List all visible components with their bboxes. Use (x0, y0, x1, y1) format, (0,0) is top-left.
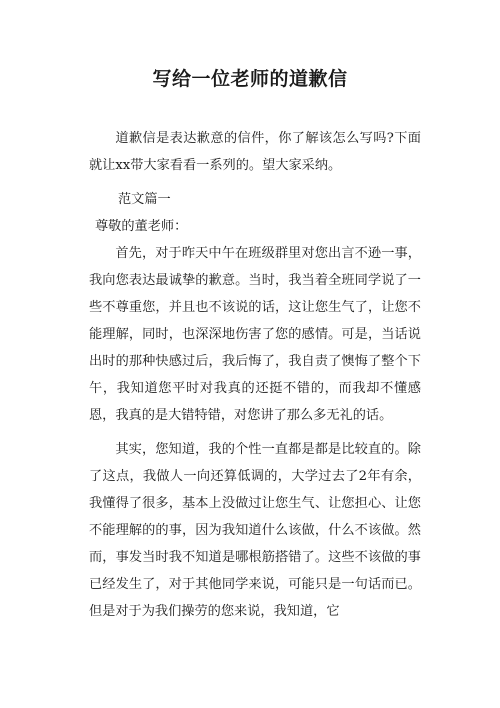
intro-paragraph: 道歉信是表达歉意的信件，你了解该怎么写吗?下面就让xx带大家看看一系列的。望大家采纳。 (89, 131, 421, 173)
section-heading: 范文篇一 (118, 192, 171, 207)
salutation: 尊敬的董老师： (95, 219, 188, 234)
document-body (89, 125, 421, 625)
document-title: 写给一位老师的道歉信 (152, 68, 348, 90)
body-paragraph-2: 其实，您知道，我的个性一直都是都是比较直的。除了这点，我做人一向还算低调的，大学过去了2年有余，我懂得了很多，基本上没做过让您生气、让您担心、让您不能理解的的事，因为我知道什么该做，什么不该做。然而，事发当时我不知道是哪根筋搭错了。这些不该做的事已经发生了，对于其他同学来说，可能只是一句话而已。但是对于为我们操劳的您来说，我知道，它 (89, 442, 421, 619)
body-paragraph-1: 首先，对于昨天中午在班级群里对您出言不逊一事，我向您表达最诚挚的歉意。当时，我当着全班同学说了一些不尊重您，并且也不该说的话，这让您生气了，让您不能理解，同时，也深深地伤害了您的感情。可是，当话说出时的那种快感过后，我后悔了，我自责了懊悔了整个下午，我知道您平时对我真的还挺不错的，而我却不懂感恩，我真的是大错特错，对您讲了那么多无礼的话。 (89, 246, 421, 423)
